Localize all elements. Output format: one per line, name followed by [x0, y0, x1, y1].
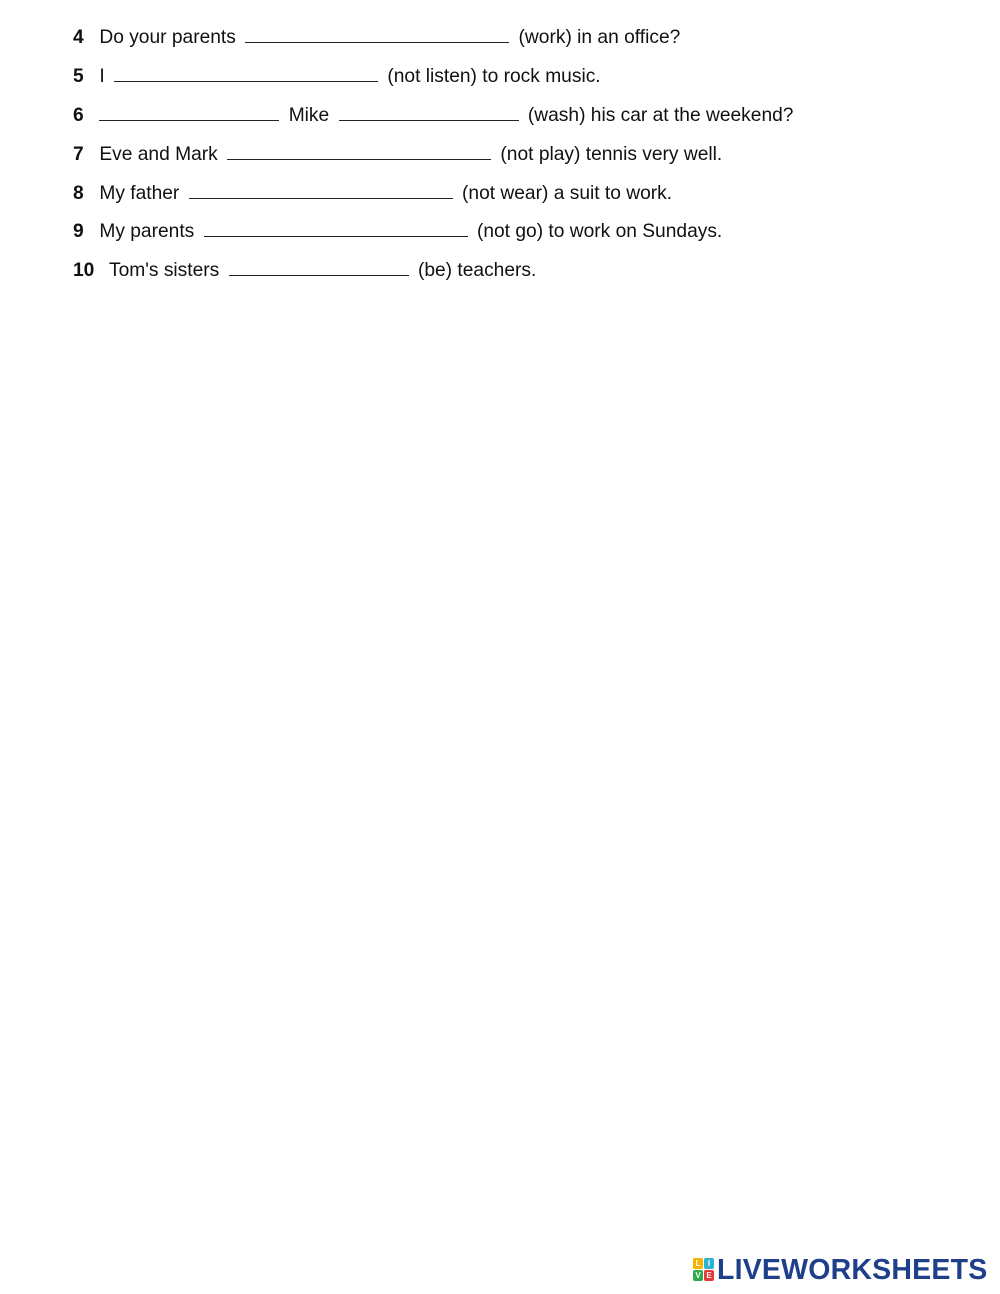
item-text-after: (not listen) to rock music.	[387, 65, 601, 87]
exercise-item-7	[73, 141, 793, 180]
liveworksheets-icon	[693, 1258, 714, 1282]
answer-blank[interactable]	[99, 102, 279, 121]
item-number: 6	[73, 104, 84, 126]
item-number: 7	[73, 143, 84, 165]
item-number: 9	[73, 221, 84, 243]
item-text-middle: Mike	[288, 104, 330, 126]
exercise-list	[73, 24, 793, 296]
item-text-before: My father	[99, 182, 180, 204]
answer-blank[interactable]	[204, 218, 468, 237]
item-text-before: Do your parents	[99, 27, 236, 48]
item-text-before: I	[99, 65, 105, 87]
item-text-after: (be) teachers.	[417, 260, 537, 282]
liveworksheets-logo	[693, 1256, 987, 1284]
exercise-item-9	[73, 218, 793, 257]
item-text-after: (work) in an office?	[518, 27, 681, 48]
item-text-after: (not go) to work on Sundays.	[476, 221, 723, 243]
exercise-item-4	[73, 24, 793, 63]
item-text-before: My parents	[99, 221, 195, 243]
logo-tile: I	[704, 1258, 714, 1269]
item-number: 10	[73, 260, 95, 282]
answer-blank[interactable]	[189, 180, 453, 199]
answer-blank[interactable]	[339, 102, 519, 121]
answer-blank[interactable]	[227, 141, 491, 160]
item-text-after: (not wear) a suit to work.	[462, 182, 673, 204]
item-number: 5	[73, 65, 84, 87]
item-text-before: Tom's sisters	[108, 260, 220, 282]
item-text-after: (wash) his car at the weekend?	[527, 104, 794, 126]
exercise-item-5	[73, 63, 793, 102]
item-text-before: Eve and Mark	[99, 143, 218, 165]
item-number: 8	[73, 182, 84, 204]
answer-blank[interactable]	[229, 257, 409, 276]
answer-blank[interactable]	[114, 63, 378, 82]
logo-text: LIVEWORKSHEETS	[717, 1254, 988, 1286]
exercise-item-8	[73, 180, 793, 219]
item-text-after: (not play) tennis very well.	[500, 143, 723, 165]
exercise-item-6	[73, 102, 793, 141]
exercise-item-10	[73, 257, 793, 296]
logo-tile: L	[693, 1258, 703, 1269]
logo-tile: V	[693, 1270, 703, 1281]
logo-tile: E	[704, 1270, 714, 1281]
item-number: 4	[73, 27, 84, 48]
answer-blank[interactable]	[245, 24, 509, 43]
